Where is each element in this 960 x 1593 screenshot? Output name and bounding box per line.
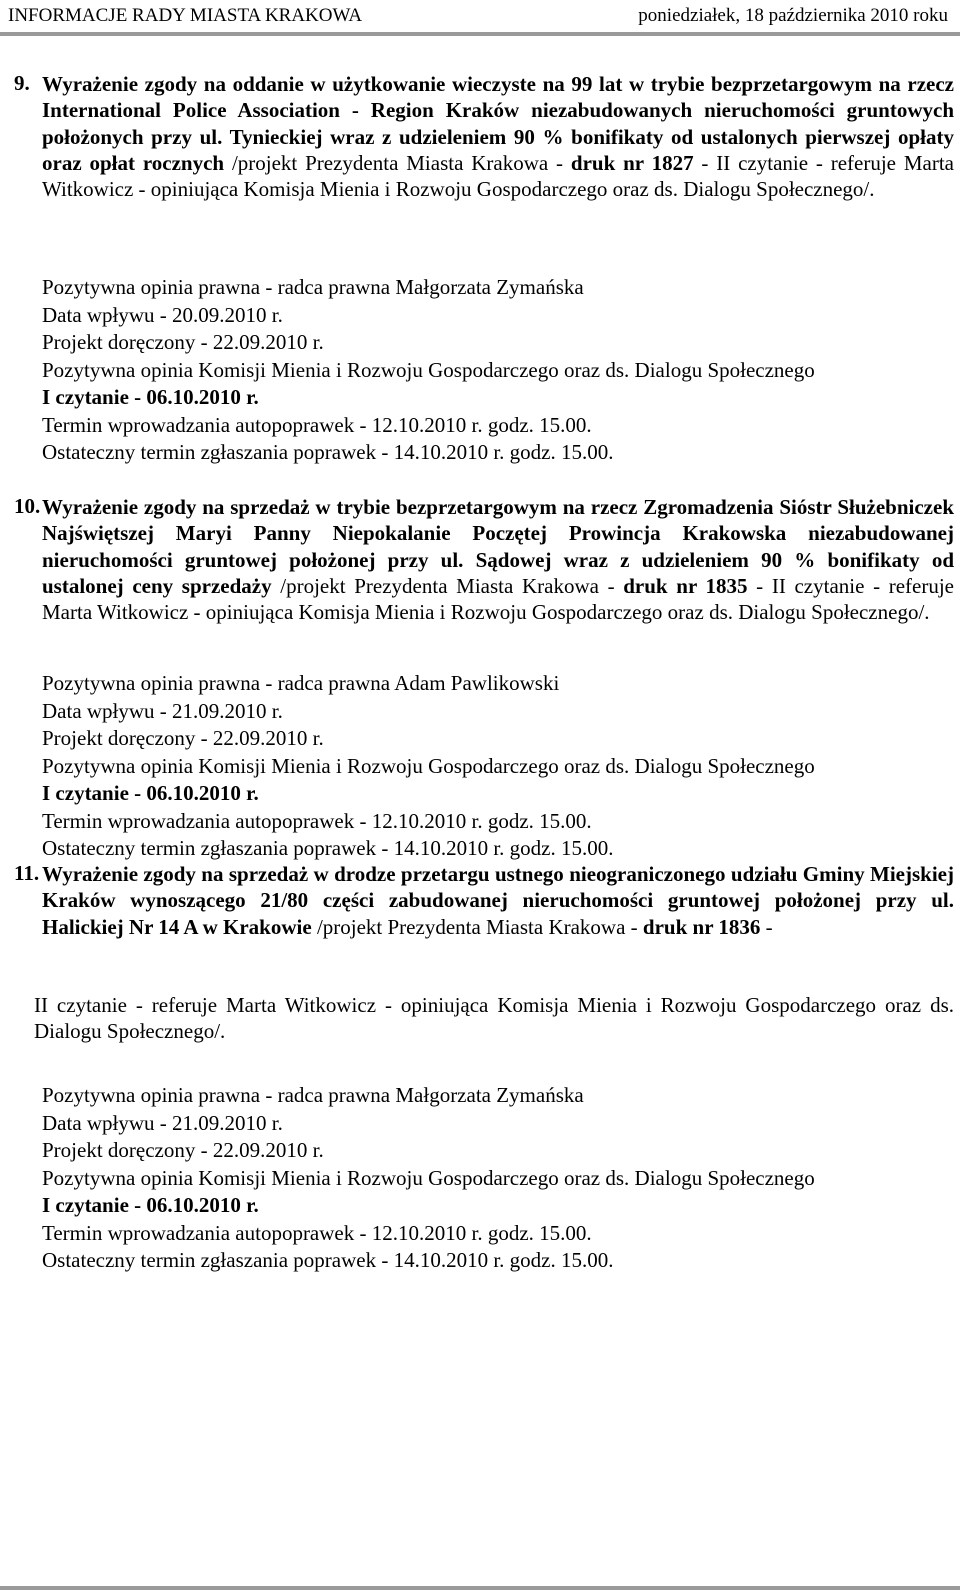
amendment-deadline: Ostateczny termin zgłaszania poprawek - 14.10.2010 r. godz. 15.00. <box>42 836 614 860</box>
item-reading-info: - II czytanie - referuje Marta Witkowicz - opiniująca Komisja Mienia i Rozwoju Gospodarczego oraz ds. Dialogu Społecznego/. <box>42 573 954 625</box>
agenda-item-description <box>42 494 954 625</box>
self-amendment-deadline: Termin wprowadzania autopoprawek - 12.10.2010 r. godz. 15.00. <box>42 412 592 437</box>
item-druk-number: druk nr 1836 <box>642 914 761 939</box>
legal-opinion: Pozytywna opinia prawna - radca prawna Małgorzata Zymańska <box>42 1083 584 1107</box>
item-title: Wyrażenie zgody na sprzedaż w trybie bezprzetargowym na rzecz Zgromadzenia Sióstr Służebniczek Najświętszej Maryi Panny Niepokalanie Poczętej Prowincja Krakowska niezabudowanej nieruchomości gruntowej położonej przy ul. Sądowej wraz z udzieleniem 90 % bonifikaty od ustalonej ceny sprzedaży <box>42 495 954 598</box>
item-reading-info: - II czytanie - referuje Marta Witkowicz - opiniująca Komisja Mienia i Rozwoju Gospodarczego oraz ds. Dialogu Społecznego/. <box>42 150 954 202</box>
committee-opinion: Pozytywna opinia Komisji Mienia i Rozwoju Gospodarczego oraz ds. Dialogu Społecznego <box>42 753 815 778</box>
item-project-info: /projekt Prezydenta Miasta Krakowa - <box>271 573 624 598</box>
item-reading-info: - <box>760 914 773 939</box>
self-amendment-deadline: Termin wprowadzania autopoprawek - 12.10.2010 r. godz. 15.00. <box>42 808 592 833</box>
item-druk-number: druk nr 1827 <box>570 150 694 175</box>
amendment-deadline: Ostateczny termin zgłaszania poprawek - 14.10.2010 r. godz. 15.00. <box>42 440 614 464</box>
received-date: Data wpływu - 20.09.2010 r. <box>42 302 283 327</box>
item-project-info: /projekt Prezydenta Miasta Krakowa - <box>224 150 571 175</box>
agenda-item-meta <box>42 1082 954 1275</box>
header-date: poniedziałek, 18 października 2010 roku <box>638 5 948 26</box>
legal-opinion: Pozytywna opinia prawna - radca prawna Małgorzata Zymańska <box>42 275 584 299</box>
header-publication-title: INFORMACJE RADY MIASTA KRAKOWA <box>8 5 363 26</box>
received-date: Data wpływu - 21.09.2010 r. <box>42 1110 283 1135</box>
item-title: Wyrażenie zgody na oddanie w użytkowanie wieczyste na 99 lat w trybie bezprzetargowym na rzecz International Police Association - Region Kraków niezabudowanych nieruchomości gruntowych położonych przy ul. Tynieckiej wraz z udzieleniem 90 % bonifikaty od ustalonych pierwszej opłaty oraz opłat rocznych <box>42 72 954 175</box>
committee-opinion: Pozytywna opinia Komisji Mienia i Rozwoju Gospodarczego oraz ds. Dialogu Społecznego <box>42 357 815 382</box>
delivered-date: Projekt doręczony - 22.09.2010 r. <box>42 330 324 354</box>
footer-divider <box>0 1586 960 1590</box>
agenda-item-description <box>42 861 954 940</box>
first-reading: I czytanie - 06.10.2010 r. <box>42 781 259 805</box>
agenda-item-meta <box>42 670 954 863</box>
first-reading: I czytanie - 06.10.2010 r. <box>42 385 259 409</box>
first-reading: I czytanie - 06.10.2010 r. <box>42 1193 259 1217</box>
agenda-item-continuation: II czytanie - referuje Marta Witkowicz - opiniująca Komisja Mienia i Rozwoju Gospodarczego oraz ds. Dialogu Społecznego/. <box>34 993 954 1044</box>
received-date: Data wpływu - 21.09.2010 r. <box>42 698 283 723</box>
amendment-deadline: Ostateczny termin zgłaszania poprawek - 14.10.2010 r. godz. 15.00. <box>42 1248 614 1272</box>
legal-opinion: Pozytywna opinia prawna - radca prawna Adam Pawlikowski <box>42 671 560 695</box>
agenda-item-meta <box>42 274 954 467</box>
self-amendment-deadline: Termin wprowadzania autopoprawek - 12.10.2010 r. godz. 15.00. <box>42 1220 592 1245</box>
agenda-item-description <box>42 71 954 202</box>
item-druk-number: druk nr 1835 <box>623 573 748 598</box>
committee-opinion: Pozytywna opinia Komisji Mienia i Rozwoju Gospodarczego oraz ds. Dialogu Społecznego <box>42 1165 815 1190</box>
item-project-info: /projekt Prezydenta Miasta Krakowa - <box>311 914 643 939</box>
page-header <box>0 0 960 36</box>
delivered-date: Projekt doręczony - 22.09.2010 r. <box>42 1138 324 1162</box>
delivered-date: Projekt doręczony - 22.09.2010 r. <box>42 726 324 750</box>
item-title: Wyrażenie zgody na sprzedaż w drodze przetargu ustnego nieograniczonego udziału Gminy Miejskiej Kraków wynoszącego 21/80 części zabudowanej nieruchomości gruntowej położonej przy ul. Halickiej Nr 14 A w Krakowie <box>42 862 954 939</box>
agenda-item-number: 11. <box>14 861 40 885</box>
agenda-item-number: 9. <box>14 71 30 95</box>
agenda-item-number: 10. <box>14 494 41 518</box>
